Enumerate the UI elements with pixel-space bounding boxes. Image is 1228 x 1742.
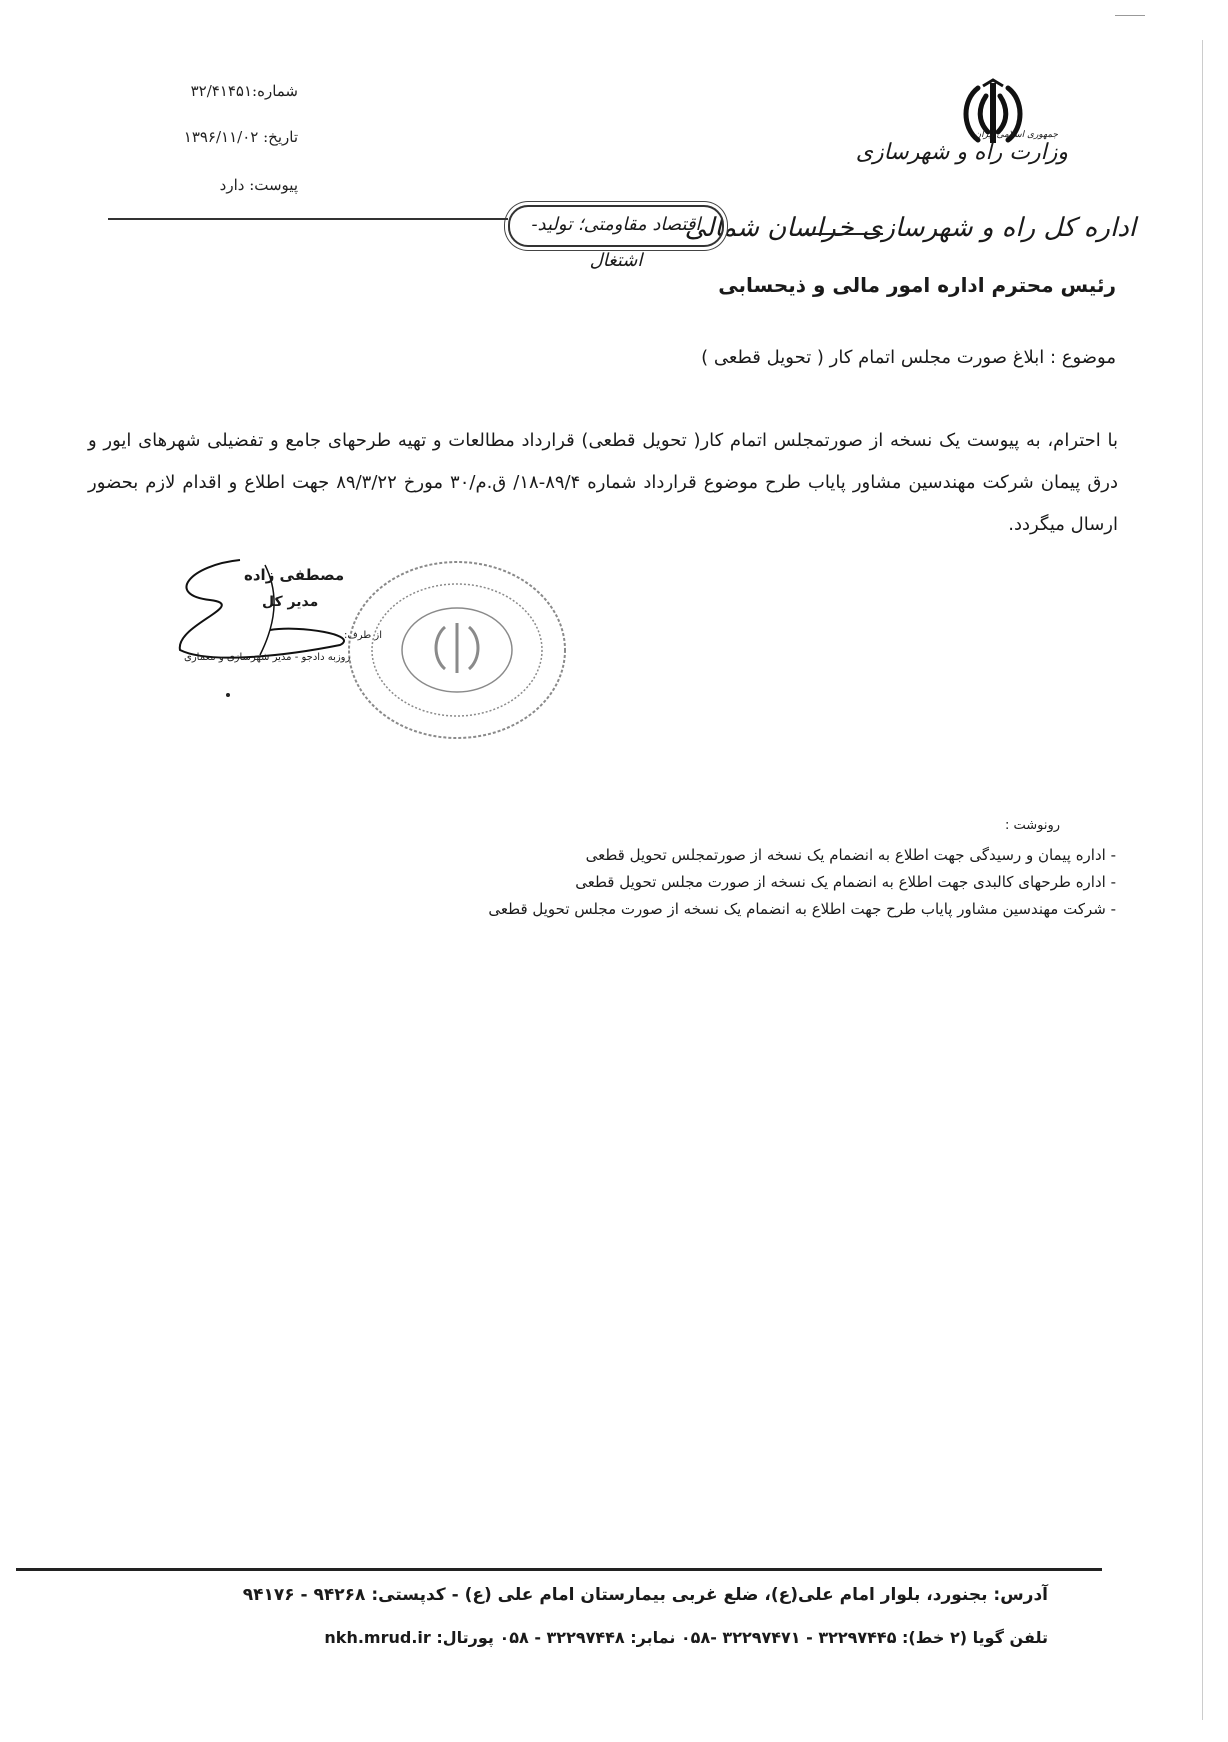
- footer-address: آدرس: بجنورد، بلوار امام علی(ع)، ضلع غربی بیمارستان امام علی (ع) - کدپستی: ۹۴۲۶۸ - ۹۴۱۷۶: [242, 1585, 1048, 1605]
- cc-item: - اداره طرحهای کالبدی جهت اطلاع به انضمام یک نسخه از صورت مجلس تحویل قطعی: [575, 873, 1116, 891]
- scan-edge: [1202, 40, 1203, 1720]
- header-rule: [108, 218, 508, 220]
- letter-date: تاریخ: ۱۳۹۶/۱۱/۰۲: [183, 128, 298, 146]
- signatory-name: مصطفی زاده: [244, 566, 345, 584]
- scan-mark: [1115, 15, 1145, 16]
- cc-item: - شرکت مهندسین مشاور پایاب طرح جهت اطلاع به انضمام یک نسخه از صورت مجلس تحویل قطعی: [488, 900, 1116, 918]
- letter-attachment: پیوست: دارد: [219, 176, 298, 194]
- signature-delegate: روزبه دادجو - مدیر شهرسازی و معماری: [184, 652, 351, 663]
- directorate-name: اداره کل راه و شهرسازی خراسان شمالی: [684, 213, 1136, 243]
- recipient: رئیس محترم اداره امور مالی و ذیحسابی: [718, 273, 1116, 297]
- cc-item: - اداره پیمان و رسیدگی جهت اطلاع به انضمام یک نسخه از صورتمجلس تحویل قطعی: [585, 846, 1116, 864]
- footer-rule: [16, 1568, 1102, 1571]
- letter-number: شماره:۳۲/۴۱۴۵۱: [190, 82, 298, 100]
- footer-contacts: تلفن گویا (۲ خط): ۳۲۲۹۷۴۴۵ - ۳۲۲۹۷۴۷۱ -۰۵۸ نمابر: ۳۲۲۹۷۴۴۸ - ۰۵۸ پورتال: nkh.mrud.ir: [324, 1628, 1048, 1647]
- slogan-badge: اقتصاد مقاومتی؛ تولید-اشتغال: [508, 205, 724, 247]
- ink-dot: [226, 693, 230, 697]
- signatory-title: مدیر کل: [262, 594, 319, 610]
- letter-body: با احترام، به پیوست یک نسخه از صورتمجلس اتمام کار( تحویل قطعی) قرارداد مطالعات و تهیه طرحهای جامع و تفضیلی شهرهای ایور و درق پیمان شرکت مهندسین مشاور پایاب طرح موضوع قرارداد شماره ۸۹/۴-۱۸/ ق.م/۳۰ مورخ ۸۹/۳/۲۲ جهت اطلاع و اقدام لازم بحضور ارسال میگردد.: [88, 430, 1118, 535]
- republic-label: جمهوری اسلامی ایران: [974, 130, 1058, 140]
- header-dash: [803, 233, 883, 235]
- cc-title: رونوشت :: [1004, 818, 1060, 833]
- ministry-name: وزارت راه و شهرسازی: [855, 140, 1068, 165]
- subject: موضوع : ابلاغ صورت مجلس اتمام کار ( تحویل قطعی ): [701, 347, 1116, 368]
- signature-on-behalf: از طرف:: [344, 630, 382, 641]
